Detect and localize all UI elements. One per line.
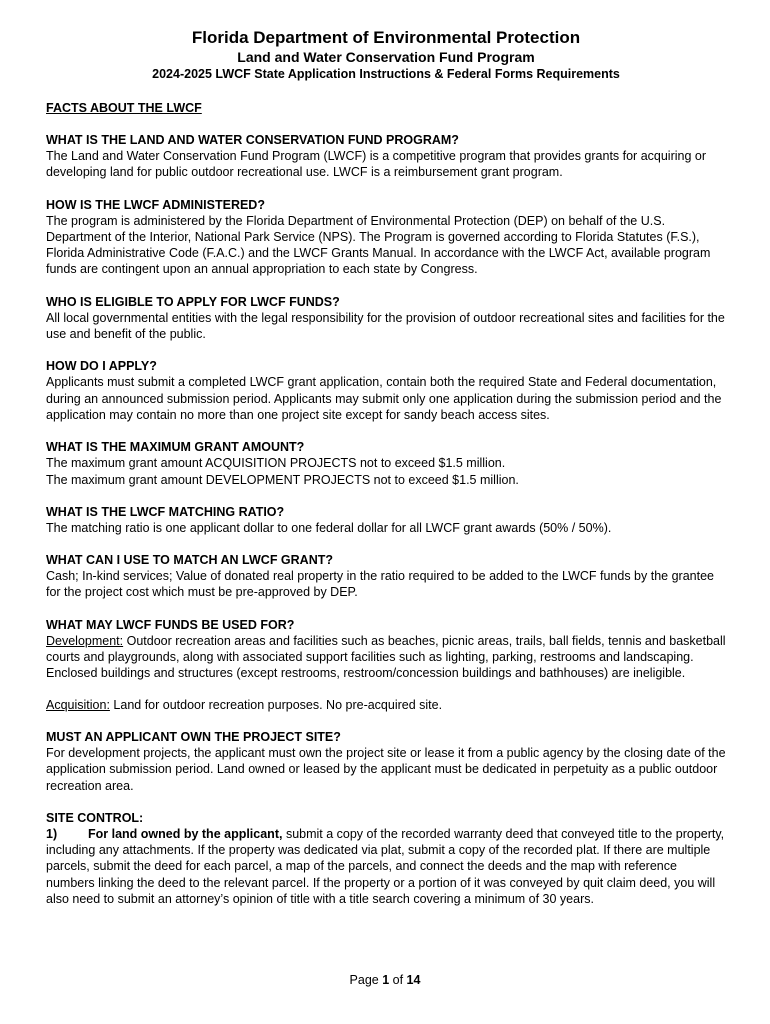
question-heading: HOW IS THE LWCF ADMINISTERED? (46, 197, 265, 212)
facts-heading: FACTS ABOUT THE LWCF (46, 101, 202, 115)
development-text: Outdoor recreation areas and facilities such as beaches, picnic areas, trails, ball fields, tennis and basketball courts and playgrounds, along with associated support facilities such as lighting, parking, restrooms and landscaping. Enclosed buildings and structures (except restrooms, restroom/concession buildings and bathhouses) are ineligible. (46, 633, 726, 681)
section-site-control (46, 810, 726, 907)
section-apply (46, 358, 726, 423)
development-paragraph (46, 633, 726, 682)
question-heading: WHAT MAY LWCF FUNDS BE USED FOR? (46, 617, 295, 632)
document-program-subtitle: Land and Water Conservation Fund Program (237, 49, 535, 65)
question-heading: SITE CONTROL: (46, 810, 144, 825)
question-heading: WHAT CAN I USE TO MATCH AN LWCF GRANT? (46, 553, 334, 568)
answer-text: Applicants must submit a completed LWCF grant application, contain both the required State and Federal documentation, during an announced submission period. Applicants may submit only one application during the submission period and the application may contain no more than one project site except for sandy beach access sites. (46, 375, 722, 422)
page-middle: of (389, 973, 407, 987)
section-uses (46, 617, 726, 713)
section-what-is (46, 132, 726, 181)
item-lead: For land owned by the applicant, (88, 826, 283, 841)
site-control-item-1 (46, 826, 726, 907)
section-match (46, 552, 726, 601)
development-label: Development: (46, 633, 124, 648)
document-agency-title: Florida Department of Environmental Protection (191, 28, 581, 47)
acquisition-label: Acquisition: (46, 697, 110, 712)
acquisition-text: Land for outdoor recreation purposes. No pre-acquired site. (109, 697, 443, 712)
answer-text: The Land and Water Conservation Fund Program (LWCF) is a competitive program that provides grants for acquiring or developing land for public outdoor recreational use. LWCF is a reimbursement grant program. (46, 149, 707, 180)
question-heading: WHAT IS THE LWCF MATCHING RATIO? (46, 504, 285, 519)
page-current: 1 (382, 973, 390, 987)
section-ratio (46, 504, 726, 536)
question-heading: WHAT IS THE MAXIMUM GRANT AMOUNT? (46, 440, 305, 455)
answer-text: For development projects, the applicant must own the project site or lease it from a public agency by the closing date of the application submission period. Land owned or leased by the applicant must be dedicated in perpetuity as a public outdoor recreation area. (46, 745, 726, 793)
answer-text: The program is administered by the Florida Department of Environmental Protection (DEP) on behalf of the U.S. Department of the Interior, National Park Service (NPS). The Program is governed according to Florida Statutes (F.S.), Florida Administrative Code (F.A.C.) and the LWCF Grants Manual. In accordance with the LWCF Act, available program funds are contingent upon an annual appropriation to each state by Congress. (46, 213, 711, 277)
page-total: 14 (406, 973, 421, 987)
question-heading: HOW DO I APPLY? (46, 359, 157, 374)
answer-acquisition: The maximum grant amount ACQUISITION PROJECTS not to exceed $1.5 million. (46, 456, 506, 471)
page-footer (0, 972, 770, 988)
page-prefix: Page (349, 973, 383, 987)
section-own (46, 729, 726, 794)
answer-text: All local governmental entities with the legal responsibility for the provision of outdoor recreational sites and facilities for the use and benefit of the public. (46, 310, 725, 342)
acquisition-paragraph (46, 697, 726, 713)
item-number: 1) (46, 826, 58, 841)
section-eligible (46, 294, 726, 343)
answer-text: The matching ratio is one applicant dollar to one federal dollar for all LWCF grant awards (50% / 50%). (46, 520, 612, 535)
answer-development: The maximum grant amount DEVELOPMENT PROJECTS not to exceed $1.5 million. (46, 472, 519, 487)
question-heading: MUST AN APPLICANT OWN THE PROJECT SITE? (46, 729, 341, 744)
question-heading: WHO IS ELIGIBLE TO APPLY FOR LWCF FUNDS? (46, 294, 340, 309)
section-administered (46, 197, 726, 278)
section-max-grant (46, 439, 726, 488)
answer-text: Cash; In-kind services; Value of donated real property in the ratio required to be added to the LWCF funds by the grantee for the project cost which must be pre-approved by DEP. (46, 569, 714, 600)
question-heading: WHAT IS THE LAND AND WATER CONSERVATION FUND PROGRAM? (46, 133, 459, 147)
item-text: submit a copy of the recorded warranty deed that conveyed title to the property, including any attachments. If the property was dedicated via plat, submit a copy of the recorded plat. If there are multiple parcels, submit the deed for each parcel, a map of the parcels, and connect the deeds and the map with reference numbers linking the deed to the relevant parcel. If the property or a portion of it was conveyed by quit claim deed, you will also need to submit an attorney’s opinion of title with a title search covering a minimum of 30 years. (46, 826, 725, 907)
document-title: 2024-2025 LWCF State Application Instructions & Federal Forms Requirements (152, 67, 620, 81)
